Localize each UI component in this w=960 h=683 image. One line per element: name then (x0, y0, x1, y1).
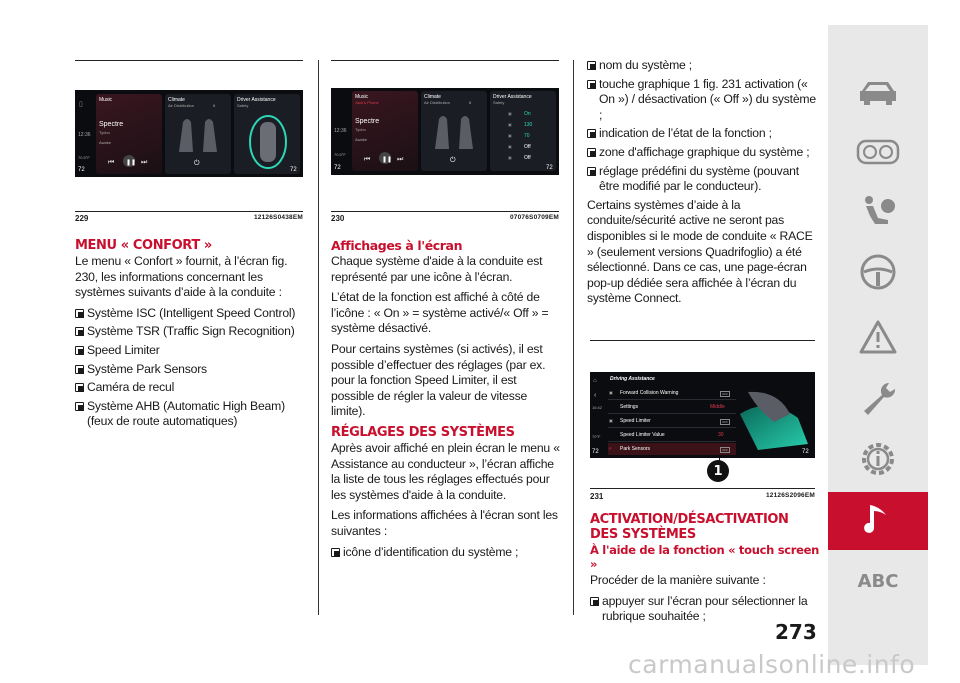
row-label: Speed Limiter (620, 418, 651, 424)
song-artist: Tycho (355, 127, 366, 132)
driving-assistance-title: Driving Assistance (610, 376, 655, 382)
seats-graphic (173, 114, 223, 154)
system-icon: ▣ (508, 144, 512, 149)
warning-triangle-icon[interactable] (828, 308, 928, 366)
screen-time: 16:42 (592, 405, 603, 410)
screen-left-temp: 72 (592, 449, 599, 455)
paragraph: Chaque système d'aide à la conduite est représenté par une icône à l’écran. (331, 254, 543, 284)
row-icon: ▣ (609, 390, 613, 395)
climate-title: Climate (168, 97, 185, 103)
table-row[interactable] (608, 401, 736, 414)
table-row[interactable] (608, 415, 736, 428)
wrench-icon[interactable] (828, 370, 928, 428)
air-distribution: Air Distribution (424, 100, 451, 105)
toggle-switch[interactable]: OFF (722, 392, 728, 396)
dashboard-icon[interactable] (828, 123, 928, 181)
activation-heading: ACTIVATION/DÉSACTIVATION DES SYSTÈMES (590, 512, 789, 542)
figure-code: 12126S2096EM (765, 492, 815, 499)
affichages-heading: Affichages à l'écran (331, 238, 463, 253)
paragraph: Les informations affichées à l'écran sont les suivantes : (331, 508, 558, 538)
list-item: icône d’identification du système ; (331, 545, 561, 561)
figure-229-screenshot (75, 90, 303, 177)
screen-temp: 70.5°F (334, 152, 346, 157)
row-value: Middle (710, 404, 725, 410)
figure-code: 07076S0709EM (509, 214, 559, 221)
list-item: Système ISC (Intelligent Speed Control) (75, 306, 305, 322)
driver-assist-title: Driver Assistance (237, 97, 276, 103)
list-item: Système Park Sensors (75, 362, 305, 378)
music-source: Jack's Phone (355, 100, 379, 105)
col1-intro: Le menu « Confort » fournit, à l’écran fig. 230, les informations concernant les systèmes suivants d’aide à la conduite : (75, 254, 288, 300)
list-item: Système AHB (Automatic High Beam) (feux de route automatiques) (75, 399, 305, 430)
svg-text:⏭: ⏭ (397, 155, 404, 163)
media-controls (362, 151, 408, 165)
system-icon: ▣ (508, 111, 512, 116)
svg-text:❚❚: ❚❚ (382, 156, 393, 163)
toggle-switch[interactable]: OFF (722, 420, 728, 424)
screen-right-temp: 72 (802, 449, 809, 455)
figure-number: 231 (590, 492, 604, 501)
caption-rule (331, 211, 559, 212)
list-item: nom du système ; (587, 58, 817, 74)
climate-panel (165, 94, 231, 174)
touch-screen-subheading: À l'aide de la fonction « touch screen » (590, 543, 820, 571)
figure-230-caption (331, 214, 559, 223)
table-row[interactable] (608, 387, 736, 400)
screen-left-temp: 72 (78, 167, 85, 173)
media-controls (106, 154, 152, 168)
list-item: indication de l’état de la fonction ; (587, 126, 817, 142)
toggle-switch[interactable]: OFF (722, 448, 728, 452)
safety-label: Safety (493, 100, 505, 105)
paragraph: Pour certains systèmes (si activés), il est possible d’effectuer des réglages (par ex. pour la fonction Speed Limiter, il est possible de régler la valeur de vitesse limite). (331, 341, 546, 419)
system-icon: ▣ (508, 122, 512, 127)
list-item: Speed Limiter (75, 343, 305, 359)
column-3-text-bottom (590, 512, 820, 628)
svg-text:⏮: ⏮ (364, 155, 371, 163)
list-item: touche graphique 1 fig. 231 activation (« On ») / désactivation (« Off ») du système ; (587, 77, 817, 124)
top-rule (75, 60, 303, 61)
song-title: Spectre (99, 121, 124, 128)
row-label: Park Sensors (620, 446, 651, 452)
figure-number: 229 (75, 214, 89, 223)
air-distribution: Air Distribution (168, 103, 195, 108)
reglages-heading: RÉGLAGES DES SYSTÈMES (331, 424, 515, 440)
row-value: 30 (718, 432, 724, 438)
song-album: Awake (355, 137, 367, 142)
song-title: Spectre (355, 118, 380, 125)
status-badge: 130 (524, 122, 533, 128)
menu-confort-heading: MENU « CONFORT » (75, 238, 212, 253)
figure-number: 230 (331, 214, 345, 223)
status-badge: On (524, 111, 531, 117)
settings-list (608, 385, 736, 458)
column-2-text (331, 238, 561, 563)
status-badge: Off (524, 155, 531, 161)
figure-231-screenshot (590, 372, 815, 458)
abc-icon[interactable]: ABC (857, 570, 899, 592)
status-badge: Off (524, 144, 531, 150)
figure-231-caption (590, 492, 815, 501)
home-icon: ⌂ (593, 378, 597, 384)
screen-time: 12:36 (334, 128, 347, 134)
screen-right-temp: 72 (546, 165, 553, 171)
list-item: réglage prédéfini du système (pouvant être modifié par le conducteur). (587, 164, 817, 195)
music-panel (96, 94, 162, 174)
row-label: Forward Collision Warning (620, 390, 679, 396)
fan-level: 8 (213, 103, 216, 108)
power-icon: ⏻ (194, 160, 200, 167)
car-top-graphic (248, 112, 288, 170)
paragraph: L’état de la fonction est affiché à côté de l’icône : « On » = système activé/« Off » = système désactivé. (331, 290, 549, 336)
climate-title: Climate (424, 94, 441, 100)
callout-badge: 1 (707, 460, 729, 482)
driver-assist-title: Driver Assistance (493, 94, 532, 100)
status-badge: 70 (524, 133, 530, 139)
row-label: Settings (620, 404, 639, 410)
system-icon: ▣ (508, 133, 512, 138)
list-item: zone d'affichage graphique du système ; (587, 145, 817, 161)
airbag-icon[interactable] (828, 183, 928, 241)
column-divider (573, 60, 574, 615)
svg-text:⏭: ⏭ (141, 158, 148, 166)
table-row[interactable] (608, 429, 736, 442)
page-number: 273 (775, 620, 817, 644)
top-rule (331, 60, 559, 61)
climate-panel (421, 91, 487, 171)
back-icon: ‹ (594, 392, 597, 399)
gear-icon[interactable] (828, 430, 928, 488)
column-3-text-top (587, 58, 817, 312)
caption-rule (590, 488, 815, 489)
list-item: appuyer sur l’écran pour sélectionner la rubrique souhaitée ; (590, 594, 820, 625)
row-icon: P (609, 446, 612, 451)
row-icon: ▣ (609, 418, 613, 423)
fan-level: 8 (469, 100, 472, 105)
music-title: Music (355, 94, 369, 100)
song-album: Awake (99, 140, 111, 145)
watermark: carmanualsonline.info (628, 650, 916, 679)
chapter-sidebar (828, 25, 928, 665)
figure-code: 12126S0438EM (253, 214, 303, 221)
list-item: Système TSR (Traffic Sign Recognition) (75, 324, 305, 340)
list-item: Caméra de recul (75, 380, 305, 396)
screen-time: 12:36 (78, 132, 91, 138)
safety-label: Safety (237, 103, 249, 108)
svg-text:⏮: ⏮ (108, 158, 115, 166)
music-panel (352, 91, 418, 171)
figure-230-screenshot (331, 88, 559, 175)
column-1-text (75, 238, 305, 433)
screen-right-temp: 72 (290, 167, 297, 173)
figure-229-caption (75, 214, 303, 223)
driver-assist-panel (490, 91, 556, 171)
table-row[interactable] (608, 443, 736, 455)
column-divider (318, 60, 319, 615)
top-rule (590, 340, 815, 341)
steering-wheel-icon[interactable] (828, 243, 928, 301)
screen-temp: 70.5°F (78, 155, 90, 160)
song-artist: Tycho (99, 130, 110, 135)
paragraph: Procéder de la manière suivante : (590, 573, 766, 587)
car-icon[interactable] (828, 63, 928, 121)
phone-icon: ▯ (79, 101, 83, 108)
power-icon: ⏻ (450, 157, 456, 164)
screen-temp: 70°F (592, 434, 601, 439)
park-sensors-graphic (738, 384, 814, 454)
seats-graphic (429, 111, 479, 151)
svg-text:❚❚: ❚❚ (126, 159, 137, 166)
paragraph: Certains systèmes d’aide à la conduite/sécurité active ne seront pas disponibles si le mode de conduite « RACE » (seulement versions Quadrifoglio) a été sélectionné. Dans ce cas, une page-écran pop-up dédiée sera affichée à l’écran du système Connect. (587, 197, 813, 306)
system-icon: ▣ (508, 155, 512, 160)
paragraph: Après avoir affiché en plein écran le menu « Assistance au conducteur », l’écran affiche la liste de tous les réglages effectués pour les systèmes d'aide à la conduite. (331, 440, 560, 502)
driver-assist-panel (234, 94, 300, 174)
screen-left-temp: 72 (334, 165, 341, 171)
music-title: Music (99, 97, 113, 103)
caption-rule (75, 211, 303, 212)
row-label: Speed Limiter Value (620, 432, 665, 438)
music-note-icon[interactable] (828, 492, 928, 550)
